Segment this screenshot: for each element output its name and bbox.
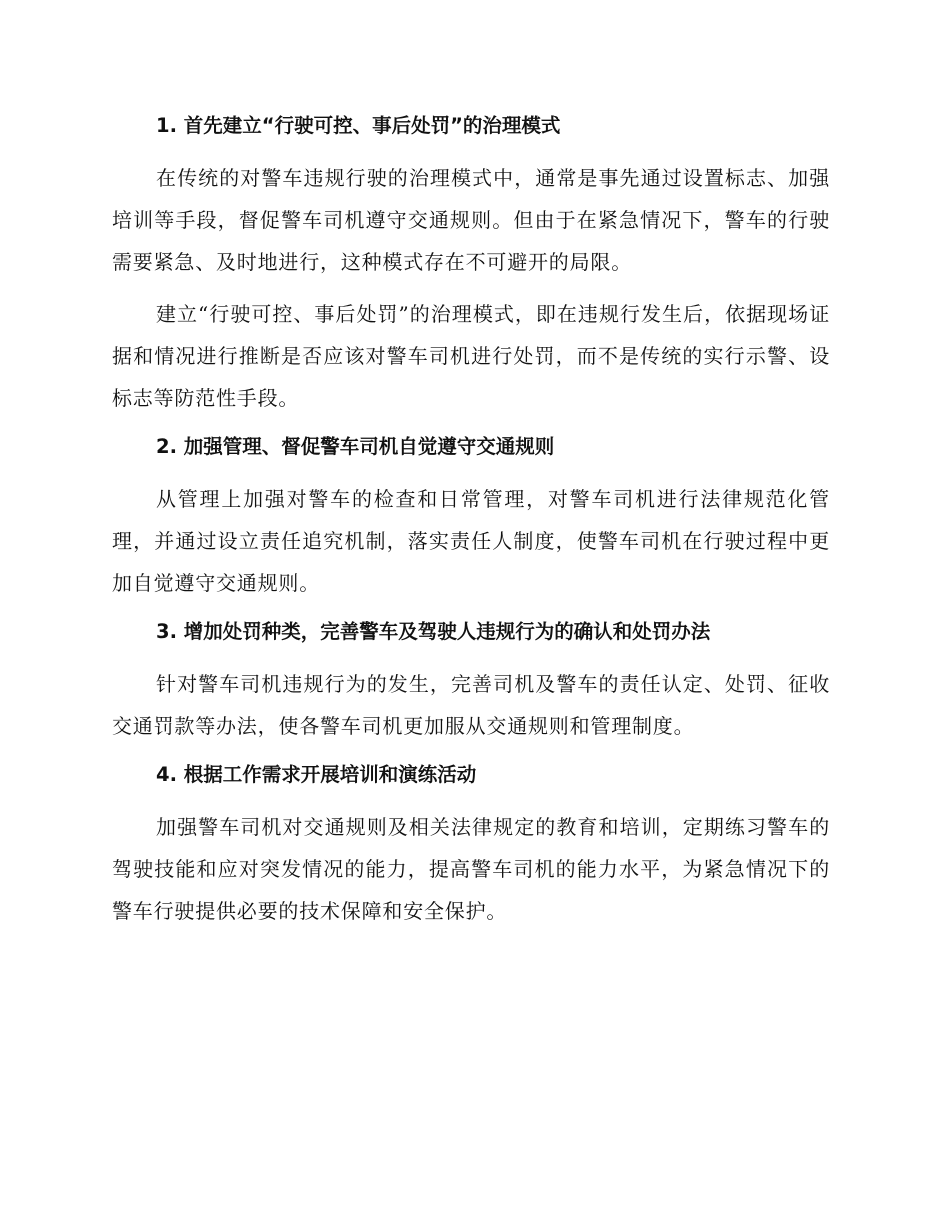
document-page: [112, 108, 830, 942]
body-paragraph: 建立“行驶可控、事后处罚”的治理模式，即在违规行发生后，依据现场证据和情况进行推断是否应该对警车司机进行处罚，而不是传统的实行示警、设标志等防范性手段。: [112, 302, 830, 410]
section-1: [112, 108, 830, 419]
section-heading: 1. 首先建立“行驶可控、事后处罚”的治理模式: [156, 114, 561, 137]
body-paragraph: 加强警车司机对交通规则及相关法律规定的教育和培训，定期练习警车的驾驶技能和应对突发情况的能力，提高警车司机的能力水平，为紧急情况下的警车行驶提供必要的技术保障和安全保护。: [112, 815, 830, 923]
section-heading: 2. 加强管理、督促警车司机自觉遵守交通规则: [156, 435, 555, 458]
section-2: [112, 429, 830, 604]
body-paragraph: 针对警车司机违规行为的发生，完善司机及警车的责任认定、处罚、征收交通罚款等办法，使各警车司机更加服从交通规则和管理制度。: [112, 672, 830, 738]
section-heading: 4. 根据工作需求开展培训和演练活动: [156, 763, 477, 786]
body-paragraph: 在传统的对警车违规行驶的治理模式中，通常是事先通过设置标志、加强培训等手段，督促警车司机遵守交通规则。但由于在紧急情况下，警车的行驶需要紧急、及时地进行，这种模式存在不可避开的局限。: [112, 166, 830, 274]
section-3: [112, 614, 830, 747]
section-4: [112, 757, 830, 932]
section-heading: 3. 增加处罚种类，完善警车及驾驶人违规行为的确认和处罚办法: [156, 620, 711, 643]
body-paragraph: 从管理上加强对警车的检查和日常管理，对警车司机进行法律规范化管理，并通过设立责任追究机制，落实责任人制度，使警车司机在行驶过程中更加自觉遵守交通规则。: [112, 487, 830, 595]
